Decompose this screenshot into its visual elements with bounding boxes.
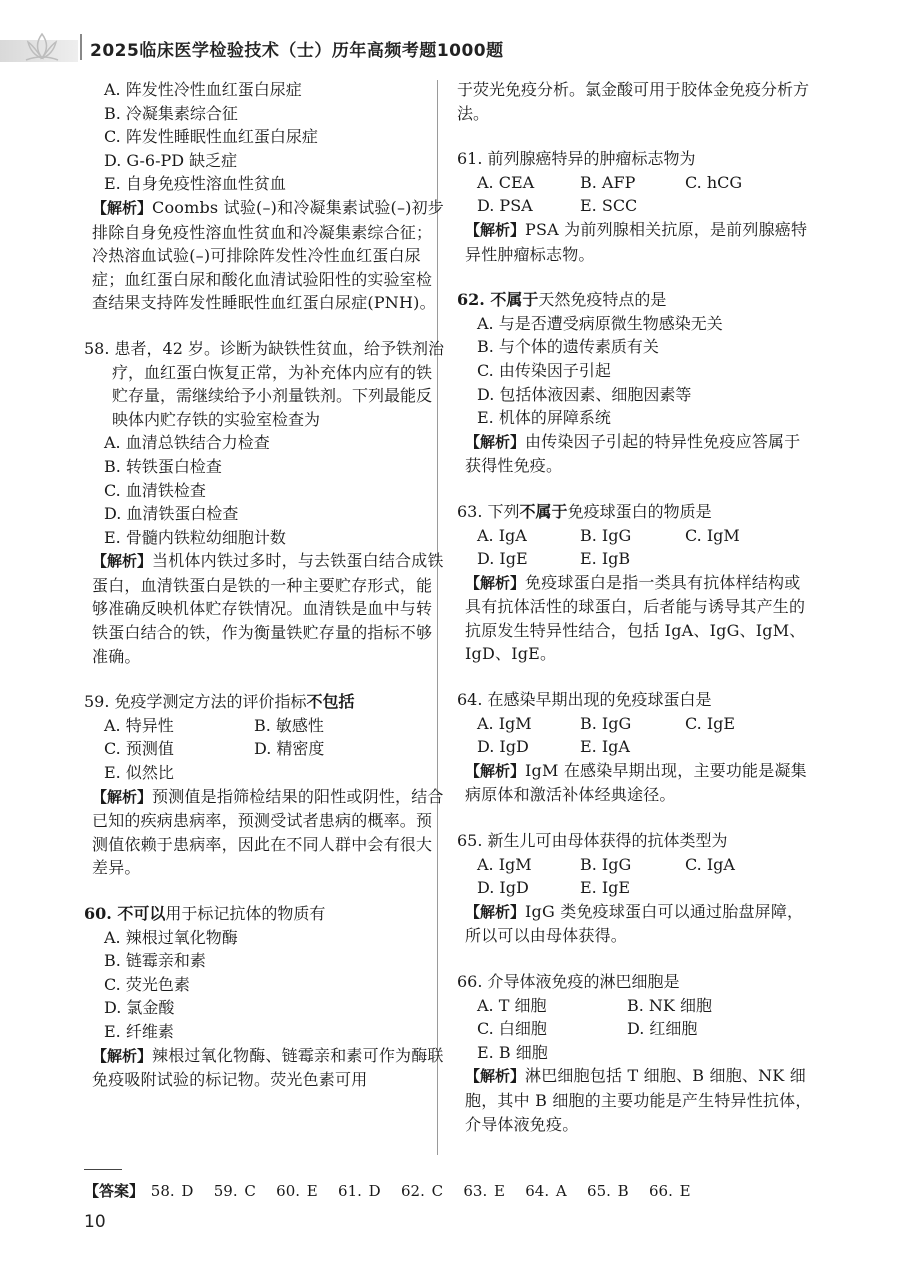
- question-title-text: 59. 免疫学测定方法的评价指标: [84, 692, 307, 712]
- option: D. 包括体液因素、细胞因素等: [477, 384, 692, 404]
- explanation-tag: 【解析】: [465, 220, 526, 239]
- option: C. 血清铁检查: [104, 480, 206, 500]
- explanation-text: 预测值是指筛检结果的阳性或阴性，结合已知的疾病患病率，预测受试者患病的概率。预测值依赖于患病率，因此在不同人群中会有很大差异。: [92, 786, 444, 878]
- option: E. IgA: [580, 737, 630, 757]
- question-59: [84, 690, 444, 880]
- explanation: [84, 1044, 444, 1092]
- option: B. IgG: [580, 525, 632, 545]
- option: E. 骨髓内铁粒幼细胞计数: [104, 527, 286, 547]
- explanation: [457, 759, 812, 807]
- book-title: 2025临床医学检验技术（士）历年高频考题1000题: [90, 41, 504, 61]
- option: E. 纤维素: [104, 1021, 174, 1041]
- option: C. hCG: [685, 172, 743, 192]
- option: C. 阵发性睡眠性血红蛋白尿症: [104, 127, 318, 147]
- question-title: 64. 在感染早期出现的免疫球蛋白是: [457, 690, 712, 710]
- explanation-tag: 【解析】: [465, 1067, 526, 1086]
- option: D. IgE: [477, 549, 528, 569]
- option: B. AFP: [580, 172, 636, 192]
- question-title: [457, 500, 812, 524]
- option: E. B 细胞: [477, 1042, 548, 1062]
- options-grid: [457, 171, 812, 218]
- footnote-rule: [84, 1169, 122, 1170]
- explanation-text: 辣根过氧化物酶、链霉亲和素可作为酶联免疫吸附试验的标记物。荧光色素可用: [92, 1045, 444, 1090]
- explanation-tag: 【解析】: [465, 761, 526, 780]
- options-grid: [457, 853, 812, 900]
- option: E. IgE: [580, 878, 631, 898]
- option: D. 精密度: [254, 739, 325, 759]
- explanation-continued: 于荧光免疫分析。氯金酸可用于胶体金免疫分析方法。: [457, 80, 810, 123]
- question-title: 61. 前列腺癌特异的肿瘤标志物为: [457, 149, 696, 169]
- answer-key: [84, 1180, 691, 1201]
- explanation: [457, 218, 812, 266]
- question-title: [84, 902, 444, 926]
- option: B. 冷凝集素综合征: [104, 103, 238, 123]
- question-62: [457, 288, 812, 478]
- option: C. IgA: [685, 854, 735, 874]
- question-64: [457, 688, 812, 807]
- explanation: [84, 196, 444, 315]
- option: D. PSA: [477, 196, 533, 216]
- option: D. 红细胞: [627, 1019, 698, 1039]
- explanation-text: IgG 类免疫球蛋白可以通过胎盘屏障，所以可以由母体获得。: [465, 901, 804, 946]
- explanation-text: IgM 在感染早期出现，主要功能是凝集病原体和激活补体经典途径。: [465, 760, 807, 805]
- options-grid: [84, 714, 444, 785]
- answer-key-values: 58. D 59. C 60. E 61. D 62. C 63. E 64. A 65. B 66. E: [150, 1182, 691, 1200]
- option: A. 辣根过氧化物酶: [104, 927, 238, 947]
- question-keyword: 不属于: [519, 501, 568, 521]
- explanation-tag: 【解析】: [92, 787, 153, 806]
- question-title: 58. 患者，42 岁。诊断为缺铁性贫血，给予铁剂治疗，血红蛋白恢复正常，为补充体内应有的铁贮存量，需继续给予小剂量铁剂。下列最能反映体内贮存铁的实验室检查为: [84, 338, 444, 429]
- explanation-text: 由传染因子引起的特异性免疫应答属于获得性免疫。: [465, 431, 801, 476]
- explanation: [457, 900, 812, 948]
- explanation-tag: 【解析】: [92, 1046, 153, 1065]
- question-keyword: 62. 不属于: [457, 290, 539, 310]
- option: B. 链霉亲和素: [104, 951, 206, 971]
- lotus-logo-icon: [22, 30, 62, 64]
- explanation-tag: 【解析】: [465, 902, 526, 921]
- explanation-tag: 【解析】: [465, 573, 526, 592]
- question-60: [84, 902, 444, 1092]
- question-title-text: 天然免疫特点的是: [538, 290, 667, 310]
- explanation-text: PSA 为前列腺相关抗原，是前列腺癌特异性肿瘤标志物。: [465, 219, 808, 264]
- explanation-text: 淋巴细胞包括 T 细胞、B 细胞、NK 细胞，其中 B 细胞的主要功能是产生特异性抗体，介导体液免疫。: [465, 1066, 812, 1134]
- question-title-text: 63. 下列: [457, 501, 520, 521]
- explanation-text: Coombs 试验(–)和冷凝集素试验(–)初步排除自身免疫性溶血性贫血和冷凝集素综合征；冷热溶血试验(–)可排除阵发性冷性血红蛋白尿症；血红蛋白尿和酸化血清试验阳性的实验室检查结果支持阵发性睡眠性血红蛋白尿症(PNH)。: [92, 197, 445, 313]
- explanation-tag: 【解析】: [92, 198, 153, 217]
- option: C. 荧光色素: [104, 974, 190, 994]
- option: E. 自身免疫性溶血性贫血: [104, 174, 286, 194]
- question-57: [84, 78, 444, 315]
- option: A. 阵发性冷性血红蛋白尿症: [104, 80, 302, 99]
- option: B. IgG: [580, 854, 632, 874]
- option: D. IgD: [477, 878, 529, 898]
- options-grid: [457, 712, 812, 759]
- answer-key-tag: 【答案】: [84, 1182, 145, 1200]
- right-column: [457, 78, 812, 1136]
- question-66: [457, 970, 812, 1136]
- option: B. 与个体的遗传素质有关: [477, 337, 659, 357]
- options-grid: [457, 994, 812, 1065]
- left-column: [84, 78, 444, 1092]
- option: D. IgD: [477, 737, 529, 757]
- option: D. 氯金酸: [104, 998, 175, 1018]
- option: B. 转铁蛋白检查: [104, 456, 222, 476]
- header-separator: [80, 34, 82, 60]
- option: C. IgM: [685, 525, 740, 545]
- page-header: [0, 30, 900, 64]
- question-title: 66. 介导体液免疫的淋巴细胞是: [457, 972, 680, 991]
- option: C. IgE: [685, 713, 736, 733]
- explanation-tag: 【解析】: [465, 432, 526, 451]
- option: A. 与是否遭受病原微生物感染无关: [477, 313, 723, 333]
- option: E. IgB: [580, 549, 631, 569]
- option: E. SCC: [580, 196, 638, 216]
- option: B. 敏感性: [254, 715, 324, 735]
- question-keyword: 不包括: [306, 692, 355, 712]
- question-58: [84, 337, 444, 668]
- option: A. 血清总铁结合力检查: [104, 433, 270, 453]
- option: A. IgM: [477, 713, 532, 733]
- question-title-text: 免疫球蛋白的物质是: [567, 501, 712, 521]
- options-grid: [457, 524, 812, 571]
- question-title: [457, 288, 812, 312]
- option: C. 预测值: [104, 739, 174, 759]
- option: E. 似然比: [104, 763, 174, 783]
- explanation-text: 免疫球蛋白是指一类具有抗体样结构或具有抗体活性的球蛋白，后者能与诱导其产生的抗原发生特异性结合，包括 IgA、IgG、IgM、IgD、IgE。: [465, 572, 806, 664]
- explanation: [457, 571, 812, 666]
- question-61: [457, 147, 812, 266]
- option: A. IgM: [477, 854, 532, 874]
- explanation: [457, 1064, 812, 1136]
- option: A. CEA: [477, 172, 535, 192]
- option: C. 白细胞: [477, 1019, 547, 1039]
- question-title: [84, 690, 444, 714]
- option: A. 特异性: [104, 715, 174, 735]
- explanation: [457, 430, 812, 478]
- explanation-text: 当机体内铁过多时，与去铁蛋白结合成铁蛋白，血清铁蛋白是铁的一种主要贮存形式，能够准确反映机体贮存铁情况。血清铁是血中与转铁蛋白结合的铁，作为衡量铁贮存量的指标不够准确。: [92, 551, 444, 666]
- option: B. IgG: [580, 713, 632, 733]
- question-keyword: 60. 不可以: [84, 904, 166, 923]
- explanation: [84, 549, 444, 668]
- option: A. IgA: [477, 525, 527, 545]
- question-title: 65. 新生儿可由母体获得的抗体类型为: [457, 831, 728, 851]
- option: B. NK 细胞: [627, 995, 712, 1015]
- question-63: [457, 500, 812, 666]
- option: D. G-6-PD 缺乏症: [104, 150, 238, 170]
- page-number: 10: [84, 1212, 106, 1232]
- option: C. 由传染因子引起: [477, 360, 611, 380]
- option: E. 机体的屏障系统: [477, 408, 611, 428]
- question-title-text: 用于标记抗体的物质有: [165, 904, 326, 923]
- option: D. 血清铁蛋白检查: [104, 504, 239, 524]
- option: A. T 细胞: [477, 995, 547, 1015]
- explanation-tag: 【解析】: [92, 552, 153, 571]
- explanation: [84, 785, 444, 880]
- question-65: [457, 829, 812, 948]
